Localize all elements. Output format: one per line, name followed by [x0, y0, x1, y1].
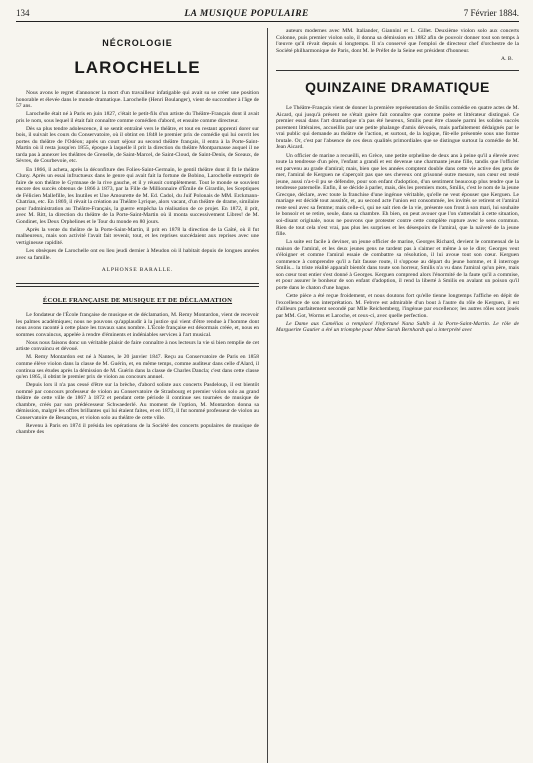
- page-number: 134: [16, 8, 30, 18]
- left-column: [16, 28, 259, 763]
- paragraph: Cette pièce a été reçue froidement, et nous doutons fort qu'elle tienne longtemps l'affiche en dépit de l'excellence de son interprétation. M. Febvre est admirable d'un bout à l'autre du rôle de Kerguen, il est d'ailleurs parfaitement secondé par Mlle Reichemberg, l'ingénue par excellence; les autres rôles sont joués par MM. Got, Worms et Laroche, et ceux-ci, avec quelle perfection.: [276, 293, 520, 319]
- paragraph: En 1866, il acheta, après la déconfiture des Folies-Saint-Germain, le gentil théâtre dont il fit le théâtre Cluny. Après un essai infructueux dans le genre qui avait fait la fortune de Bobino, Larochelle entreprit de faire de son théâtre le Gymnase de la rive gauche, et il y réussit complètement. Tout le monde se souvient encore des succès obtenus de 1866 à 1873, par la Fille de Millionnaire d'Émile de Girardin, les Sceptiques de Félicien Mallefille, les Inutiles et Une Amourette de M. Ed. Cadol, du Juif Polonais de MM. Erckmann-Chatrian, etc. En 1869, il rêvait la création au Théâtre Lyrique, alors vacant, d'un théâtre de drame, similaire pour l'administration au Théâtre-Français, la guerre empêcha la réalisation de ce projet. En 1872, il prit, avec M. Ritt, la direction du théâtre de la Porte-Saint-Martin où il monta successivement Libres! de M. Gondinet, les Deux Orphelines et le Tour du monde en 80 jours.: [16, 166, 260, 225]
- paragraph: Le Théâtre-Français vient de donner la première représentation de Smilis comédie en quatre actes de M. Aicard, qui jusqu'à présent ne s'était guère fait connaître que comme poète et littérateur distingué. Ce premier essai dans l'art dramatique n'a pas été heureux, Smilis peut être classée parmi les solides succès purement littéraires, accueillis par une petite phalange d'amis dévoués, mais parfaitement dédaignés par le vrai public qui demande au théâtre de l'action, et surtout, de la logique, fût-elle présentée sous une forme brutale. Or, c'est par l'absence de ces deux qualités primordiales que se distingue surtout la comédie de M. Jean Aicard.: [276, 105, 520, 151]
- divider: [16, 283, 259, 287]
- page-header: [16, 8, 519, 22]
- article-title-quinzaine: QUINZAINE DRAMATIQUE: [305, 79, 490, 96]
- section-heading-necrologie: NÉCROLOGIE: [102, 38, 173, 48]
- paragraph: Revenu à Paris en 1874 il présida les opérations de la Société des concerts populaires de musique de chambre des: [16, 422, 260, 436]
- paragraph: M. Remy Montardon est né à Nantes, le 20 janvier 1847. Reçu au Conservatoire de Paris en 1858 comme élève violon dans la classe de M. Guérin, et, en même temps, comme auditeur dans celle d'Alard, il continua ses études après la démission de M. Guérin dans la classe de Charles Dancla; c'est dans cette classe qu'en 1865, il obtint le premier prix de violon au concours annuel.: [16, 354, 260, 381]
- paragraph: Les obsèques de Larochelle ont eu lieu jeudi dernier à Meudon où il habitait depuis de longues années avec sa famille.: [16, 248, 260, 261]
- divider: [276, 70, 519, 71]
- paragraph: Nous nous faisons donc un véritable plaisir de faire connaître à nos lecteurs la vie si bien remplie de cet artiste convaincu et dévoué.: [16, 339, 260, 353]
- paragraph: Un officier de marine a recueilli, en Grèce, une petite orpheline de deux ans à peine qu'il a élevée avec toute la tendresse d'un père, l'enfant a grandi et est devenue une charmante jeune fille, tandis que l'officier est parvenu au grade d'amiral; mais, bien que les années comptent double dans cette vie active des gens de mer, l'amiral de Kerguen ne s'aperçoit pas que ses cheveux ont grisonné outre mesure, son cœur est resté jeune, aussi n'a-t-il pu se défendre, pour son enfant d'adoption, d'un sentiment beaucoup plus tendre que la tendresse paternelle. Enfin, il se décide à parler, mais, dès les premiers mots, Smilis, c'est le nom de la jeune Grecque, déclare, avec toute la franchise d'une ingénue véritable, qu'elle ne veut épouser que Kerguen. Le mariage est décidé tout aussitôt, et, au second acte l'union est consommée, les invités se retirent et l'amiral reste seul avec sa femme; mais celle-ci, qui ne sait rien de la vie, présente son front à son mari, lui souhaite le bonsoir et se retire, seule, dans sa chambre. Eh bien, on peut avouer que l'on s'attendait à cette situation, soi-disant originale, nous ne pouvons que protester contre cette complète rupture avec le sens commun. Rien de tout cela n'est vrai, pas plus les surprises et les désespoirs de l'amiral, que la naïveté de la jeune fille.: [276, 152, 520, 238]
- paragraph: Nous avons le regret d'annoncer la mort d'un travailleur infatigable qui avait su se créer une position honorable et élevée dans le monde dramatique. Larochelle (Henri Boulanger), vient de succomber à l'âge de 57 ans.: [16, 90, 260, 110]
- paragraph: Le Dame aux Camélias a remplacé l'infortuné Nana Sahib à la Porte-Saint-Martin. Le rôle de Marguerite Gautier a été un triomphe pour Mme Sarah Bernhardt qui a interprété avec: [276, 320, 520, 334]
- publication-title: LA MUSIQUE POPULAIRE: [184, 9, 309, 19]
- paragraph: Depuis lors il n'a pas cessé d'être sur la brèche, d'abord soliste aux concerts Pasdeloup, il est bientôt nommé par concours professeur de violon au Conservatoire de Strasbourg et premier violon solo au grand théâtre de cette ville de 1867 à 1872 et pendant cette période il continue ses tournées de musique de chambre, créés par son prédécesseur Schwaederlé. Au moment de l'option, M. Montardon donna sa démission, malgré les offres brillantes qui lui étaient faites, et en 1873, il fut nommé professeur de violon au Conservatoire de Besançon, et violon solo au théâtre de cette ville.: [16, 382, 260, 421]
- article-title-larochelle: LAROCHELLE: [74, 58, 201, 77]
- paragraph: Larochelle était né à Paris en juin 1827, c'était le petit-fils d'un artiste du Théâtre-Français dont il avait pris le nom, sous lequel il était fait connaître comme comédien d'abord, et ensuite comme directeur.: [16, 111, 260, 124]
- paragraph: Le fondateur de l'École française de musique et de déclamation, M. Remy Montardon, vient de recevoir les palmes académiques; nous ne pouvons qu'applaudir à la justice qui vient d'être rendue à l'homme dont nous avons raconté à cette place les travaux sans nombre. L'École française est désormais créée, et, nous en sommes convaincus, appelée à rendre d'éminents et indéniables services à l'art musical.: [16, 312, 260, 338]
- paragraph: auteurs modernes avec MM. Italiander, Giannini et L. Gillet. Deuxième violon solo aux concerts Colonne, puis premier violon solo, il donna sa démission en 1882 afin de pouvoir donner tout son temps à l'œuvre qu'il rêvait depuis si longtemps. Il n'a conservé que l'emploi de directeur chef d'orchestre de la Société philharmonique de Paris, dont M. le Préfet de la Seine est président d'honneur.: [276, 28, 520, 54]
- issue-date: 7 Février 1884.: [463, 8, 519, 18]
- columns: [16, 28, 519, 763]
- signature: ALPHONSE BARALLE.: [101, 267, 174, 274]
- article-title-ecole-francaise: ÉCOLE FRANÇAISE DE MUSIQUE ET DE DÉCLAMATION: [42, 297, 233, 305]
- right-column: [276, 28, 519, 763]
- paragraph: Dès sa plus tendre adolescence, il se sentit entraîné vers le théâtre, et tout en restant apprenti dorer sur bois, il suivait les cours du Conservatoire, où il obtint en 1848 le premier prix de comédie qui lui ouvrit les portes du théâtre de l'Odéon; après un court séjour au second théâtre français, il entra à la Porte-Saint-Martin où il resta jusqu'en 1855, époque à laquelle il prit la direction du théâtre Montparnasse auquel il ne tarda pas à annexer les théâtres de Grenelle, de Saint-Marcel, de Saint-Cloud, de Saint-Denis, de Sceaux, de Sèvres, de Courbevoie, etc.: [16, 125, 260, 165]
- signature: A. B.: [501, 56, 514, 63]
- paragraph: La suite est facile à deviner, un jeune officier de marine, Georges Richard, devient le commensal de la maison de l'amiral, et les deux jeunes gens ne tardent pas à s'aimer et même à se le dire; Georges veut s'éloigner et comme l'amiral essaie de combattre sa résolution, il lui avoue tout son cœur. Kerguen commence à comprendre qu'il a fait fausse route, il s'oppose au départ du jeune homme, et il interroge Smilis... la triste réalité apparaît bientôt dans toute son horreur, Smilis n'a vu dans l'amiral qu'un père, mais son cœur tout entier s'est donné à Georges. Kerguen comprend alors l'énormité de la faute qu'il a commise, et pour assurer le bonheur de son enfant d'adoption, il rend la liberté à Smilis en avalant un poison qu'il porte dans le chaton d'une bague.: [276, 239, 520, 291]
- column-rule: [267, 28, 268, 763]
- paragraph: Après la vente du théâtre de la Porte-Saint-Martin, il prit en 1878 la direction de la Gaîté, où il fut malheureux, mais son activité l'avait fait revenir, tout, et les reprises succédaient aux reprises avec une vertigineuse rapidité.: [16, 226, 260, 247]
